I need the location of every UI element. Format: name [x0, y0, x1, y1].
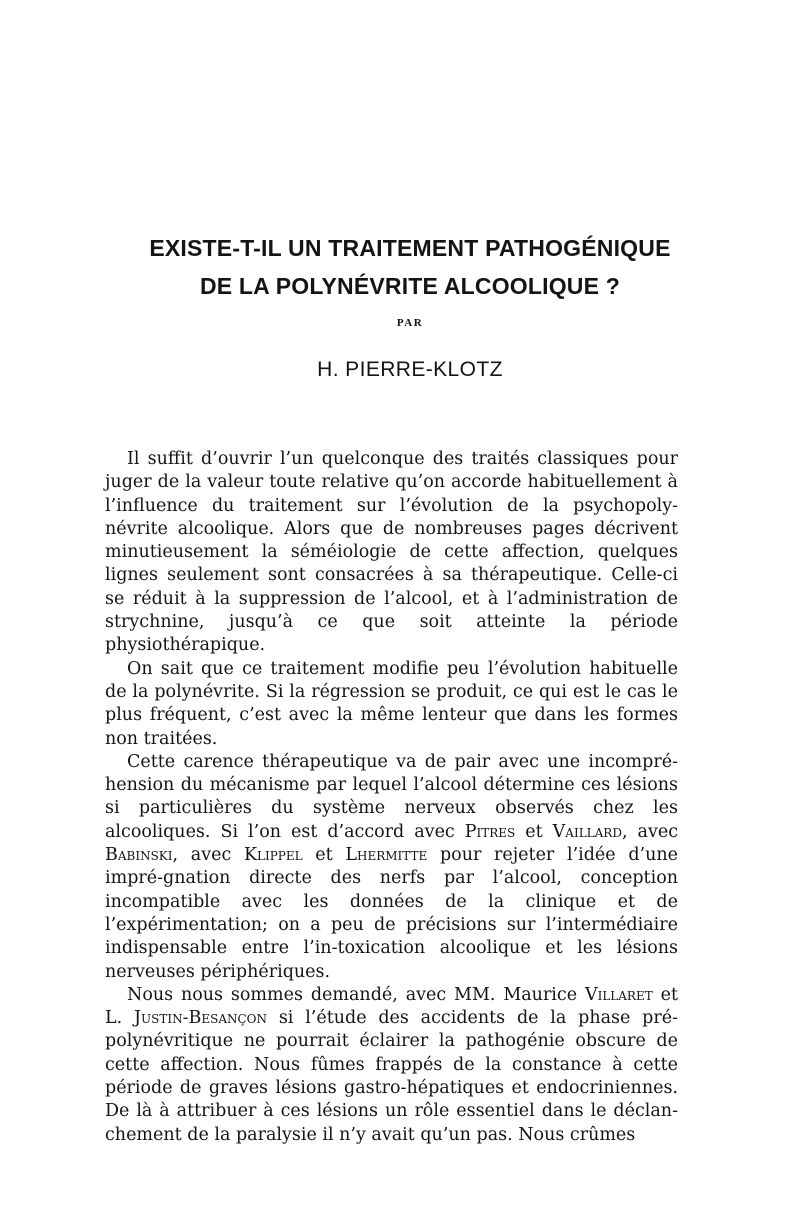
- paragraph-3-text-4: , avec: [172, 845, 244, 866]
- article-body: [105, 448, 678, 1147]
- article-title-line-1: EXISTE-T-IL UN TRAITEMENT PATHOGÉNIQUE: [149, 235, 671, 261]
- author-ref-pitres: Pitres: [464, 821, 516, 842]
- author-ref-lhermitte: Lhermitte: [345, 845, 428, 866]
- paragraph-2: On sait que ce traitement modifie peu l’évolution habituelle de la polynévrite. Si la régression se produit, ce qui est le cas le plus fréquent, c’est avec la même lenteur que dans les formes non traitées.: [105, 658, 678, 749]
- paragraph-3-text-5: et: [302, 845, 346, 866]
- paragraph-1: Il suffit d’ouvrir l’un quelconque des traités classiques pour juger de la valeur toute relative qu’on accorde habituellement à l’influence du traitement sur l’évolution de la psychopoly-névrite alcoolique. Alors que de nombreuses pages décrivent minutieusement la séméiologie de cette affection, quelques lignes seulement sont consacrées à sa thérapeutique. Celle-ci se réduit à la suppression de l’alcool, et à l’administration de strychnine, jusqu’à ce que soit atteinte la période physiothérapique.: [105, 449, 678, 656]
- author-name: H. PIERRE-KLOTZ: [317, 358, 503, 381]
- paragraph-4: [105, 984, 678, 1147]
- author-ref-babinski: Babinski: [105, 845, 173, 866]
- paragraph-4-text-1: Nous nous sommes demandé, avec MM. Maurice: [127, 984, 585, 1005]
- paragraph-3-text-1: Cette carence thérapeutique va de pair avec une incompré-hension du mécanisme par lequel l’alcool détermine ces lésions si particulières du système nerveux observés chez les alcooliques. Si l’on est d’accord avec: [105, 751, 678, 842]
- paragraph-3: [105, 751, 678, 984]
- paragraph-3-text-3: , avec: [621, 821, 679, 842]
- article-title-line-2: DE LA POLYNÉVRITE ALCOOLIQUE ?: [199, 273, 621, 299]
- author-ref-vaillard: Vaillard: [552, 821, 622, 842]
- author-ref-klippel: Klippel: [243, 845, 303, 866]
- paragraph-4-text-2: et L.: [105, 984, 679, 1029]
- paragraph-3-text-6: pour rejeter l’idée d’une impré-gnation directe des nerfs par l’alcool, conception incompatible avec les données de la clinique et de l’expérimentation; on a peu de précisions sur l’intermédiaire indispensable entre l’in-toxication alcoolique et les lésions nerveuses périphériques.: [105, 845, 678, 982]
- byline-prefix: PAR: [396, 317, 424, 329]
- author-ref-villaret: Villaret: [584, 984, 653, 1005]
- paragraph-4-text-3: si l’étude des accidents de la phase pré-polynévritique ne pourrait éclairer la pathogénie obscure de cette affection. Nous fûmes frappés de la constance à cette période de graves lésions gastro-hépatiques et endocriniennes. De là à attribuer à ces lésions un rôle essentiel dans le déclan-chement de la paralysie il n’y avait qu’un pas. Nous crûmes: [105, 1008, 678, 1145]
- author-ref-justin-besancon: Justin-Besançon: [133, 1008, 268, 1029]
- paragraph-3-text-2: et: [515, 821, 553, 842]
